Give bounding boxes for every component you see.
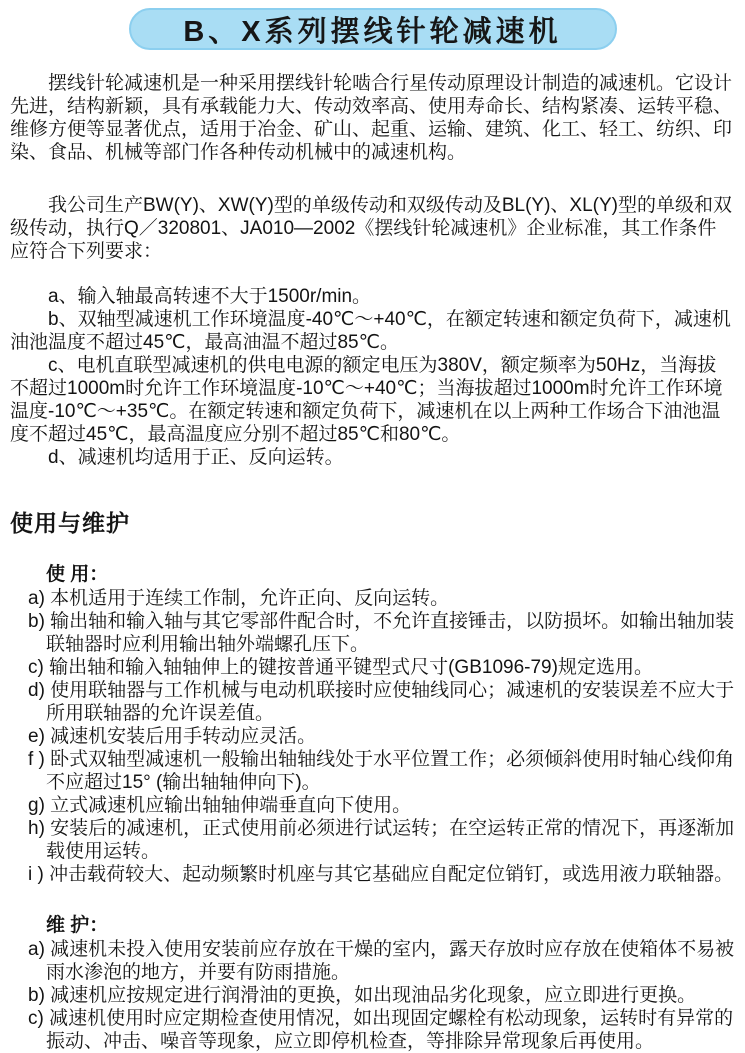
condition-item-a: a、输入轴最高转速不大于1500r/min。 xyxy=(48,286,372,307)
maintenance-label: 维 护： xyxy=(46,915,109,936)
usage-item-e: e) 减速机安装后用手转动应灵活。 xyxy=(28,726,317,747)
working-conditions-list xyxy=(10,285,735,469)
condition-item-b: b、双轴型减速机工作环境温度-40℃～+40℃，在额定转速和额定负荷下，减速机油池温度不超过45℃，最高油温不超过85℃。 xyxy=(10,309,731,353)
usage-item-a: a) 本机适用于连续工作制，允许正向、反向运转。 xyxy=(28,588,450,609)
document-page xyxy=(0,8,745,1053)
usage-label: 使 用： xyxy=(46,564,109,585)
usage-item-g: g) 立式减速机应输出轴轴伸端垂直向下使用。 xyxy=(28,795,412,816)
usage-list xyxy=(10,587,735,886)
intro-paragraph-1: 摆线针轮减速机是一种采用摆线针轮啮合行星传动原理设计制造的减速机。它设计先进，结构新颖，具有承载能力大、传动效率高、使用寿命长、结构紧凑、运转平稳、维修方便等显著优点，适用于冶金、矿山、起重、运输、建筑、化工、轻工、纺织、印染、食品、机械等部门作各种传动机械中的减速机构。 xyxy=(10,73,733,163)
usage-item-f: f ) 卧式双轴型减速机一般输出轴轴线处于水平位置工作；必须倾斜使用时轴心线仰角不应超过15° (输出轴轴伸向下)。 xyxy=(28,749,735,793)
usage-item-c: c) 输出轴和输入轴轴伸上的键按普通平键型式尺寸(GB1096-79)规定选用。 xyxy=(28,657,653,678)
maintenance-item-a: a) 减速机未投入使用安装前应存放在干燥的室内，露天存放时应存放在使箱体不易被雨水渗泡的地方，并要有防雨措施。 xyxy=(28,939,735,983)
title-banner xyxy=(129,8,617,50)
page-title: B、X系列摆线针轮减速机 xyxy=(183,15,562,48)
document-body xyxy=(0,72,745,1053)
usage-item-b: b) 输出轴和输入轴与其它零部件配合时，不允许直接锤击，以防损坏。如输出轴加装联轴器时应利用输出轴外端螺孔压下。 xyxy=(28,611,735,655)
maintenance-item-c: c) 减速机使用时应定期检查使用情况，如出现固定螺栓有松动现象，运转时有异常的振动、冲击、噪音等现象，应立即停机检查，等排除异常现象后再使用。 xyxy=(28,1008,734,1052)
condition-item-c: c、电机直联型减速机的供电电源的额定电压为380V，额定频率为50Hz，当海拔不超过1000m时允许工作环境温度-10℃～+40℃；当海拔超过1000m时允许工作环境温度-10℃～+35℃。在额定转速和额定负荷下，减速机在以上两种工作场合下油池温度不超过45℃，最高温度应分别不超过85℃和80℃。 xyxy=(10,355,723,445)
usage-item-d: d) 使用联轴器与工作机械与电动机联接时应使轴线同心；减速机的安装误差不应大于所用联轴器的允许误差值。 xyxy=(28,680,735,724)
intro-paragraph-2: 我公司生产BW(Y)、XW(Y)型的单级传动和双级传动及BL(Y)、XL(Y)型的单级和双级传动，执行Q／320801、JA010—2002《摆线针轮减速机》企业标准，其工作条件应符合下列要求： xyxy=(10,195,733,262)
usage-item-i: i ) 冲击载荷较大、起动频繁时机座与其它基础应自配定位销钉，或选用液力联轴器。 xyxy=(28,864,734,885)
maintenance-item-b: b) 减速机应按规定进行润滑油的更换，如出现油品劣化现象，应立即进行更换。 xyxy=(28,985,697,1006)
condition-item-d: d、减速机均适用于正、反向运转。 xyxy=(48,447,344,468)
usage-item-h: h) 安装后的减速机，正式使用前必须进行试运转；在空运转正常的情况下，再逐渐加载使用运转。 xyxy=(28,818,735,862)
section-heading-usage-maintenance: 使用与维护 xyxy=(10,510,130,536)
